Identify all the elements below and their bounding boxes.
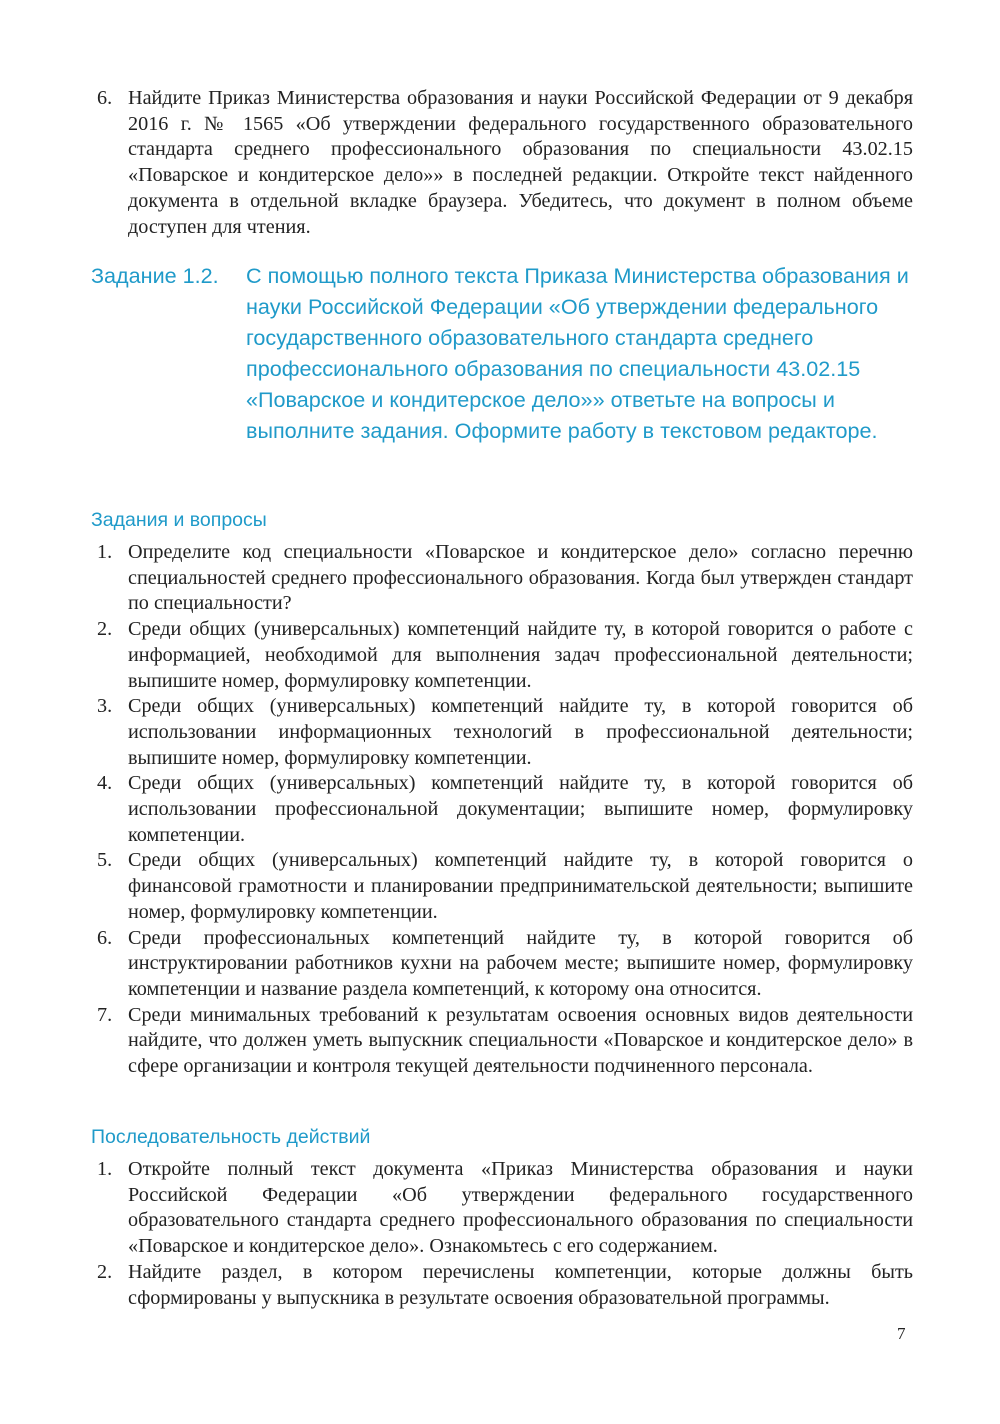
list-item [91,1003,913,1080]
item-number: 6. [97,926,113,949]
list-item [91,86,913,240]
questions-list [91,540,913,1080]
list-item [91,1260,913,1311]
list-item [91,771,913,848]
task-text: С помощью полного текста Приказа Министерства образования и науки Российской Федерации «Об утверждении федерального государственного образовательного стандарта среднего профессионального образования по специальности 43.02.15 «Поварское и кондитерское дело»» ответьте на вопросы и выполните задания. Оформите работу в текстовом редакторе. [246,263,909,443]
continued-list [91,86,913,240]
item-text: Среди общих (универсальных) компетенций найдите ту, в которой говорится о работе с информацией, необходимой для выполнения задач профессиональной деятельности; выпишите номер, формулировку компетенции. [128,618,913,692]
item-number: 6. [97,87,113,109]
item-number: 4. [97,772,113,795]
item-text: Среди общих (универсальных) компетенций найдите ту, в которой говорится об использовании профессиональной документации; выпишите номер, формулировку компетенции. [128,772,913,846]
section-title-questions: Задания и вопросы [91,509,267,531]
item-number: 2. [97,1260,113,1283]
item-text: Найдите раздел, в котором перечислены компетенции, которые должны быть сформированы у выпускника в результате освоения образовательной программы. [128,1260,913,1309]
page-number: 7 [897,1324,906,1343]
item-text: Откройте полный текст документа «Приказ Министерства образования и науки Российской Федерации «Об утверждении федерального государственного образовательного стандарта среднего профессионального образования по специальности «Поварское и кондитерское дело». Ознакомьтесь с его содержанием. [128,1158,913,1258]
list-item [91,848,913,925]
item-text: Найдите Приказ Министерства образования и науки Российской Федерации от 9 декабря 2016 г. № 1565 «Об утверждении федерального государственного образовательного стандарта среднего профессионального образования по специальности 43.02.15 «Поварское и кондитерское дело»» в последней редакции. Откройте текст найденного документа в отдельной вкладке браузера. Убедитесь, что документ в полном объеме доступен для чтения. [128,87,913,238]
item-text: Среди минимальных требований к результатам освоения основных видов деятельности найдите, что должен уметь выпускник специальности «Поварское и кондитерское дело» в сфере организации и контроля текущей деятельности подчиненного персонала. [128,1003,913,1078]
steps-list [91,1157,913,1311]
task-label: Задание 1.2. [91,263,219,288]
item-number: 2. [97,618,113,641]
list-item [91,694,913,771]
item-text: Среди общих (универсальных) компетенций найдите ту, в которой говорится об использовании информационных технологий в профессиональной деятельности; выпишите номер, формулировку компетенции. [128,695,913,769]
item-number: 5. [97,849,113,872]
item-number: 3. [97,695,113,718]
section-title-steps: Последовательность действий [91,1126,371,1148]
list-item [91,540,913,617]
item-text: Среди профессиональных компетенций найдите ту, в которой говорится об инструктировании работников кухни на рабочем месте; выпишите номер, формулировку компетенции и название раздела компетенций, к которому она относится. [128,926,913,1000]
item-number: 7. [97,1003,113,1026]
item-number: 1. [97,1158,113,1180]
item-number: 1. [97,541,113,563]
item-text: Среди общих (универсальных) компетенций найдите ту, в которой говорится о финансовой грамотности и планировании предпринимательской деятельности; выпишите номер, формулировку компетенции. [128,849,913,923]
list-item [91,926,913,1003]
list-item [91,617,913,694]
list-item [91,1157,913,1260]
item-text: Определите код специальности «Поварское и кондитерское дело» согласно перечню специальностей среднего профессионального образования. Когда был утвержден стандарт по специальности? [128,541,913,615]
